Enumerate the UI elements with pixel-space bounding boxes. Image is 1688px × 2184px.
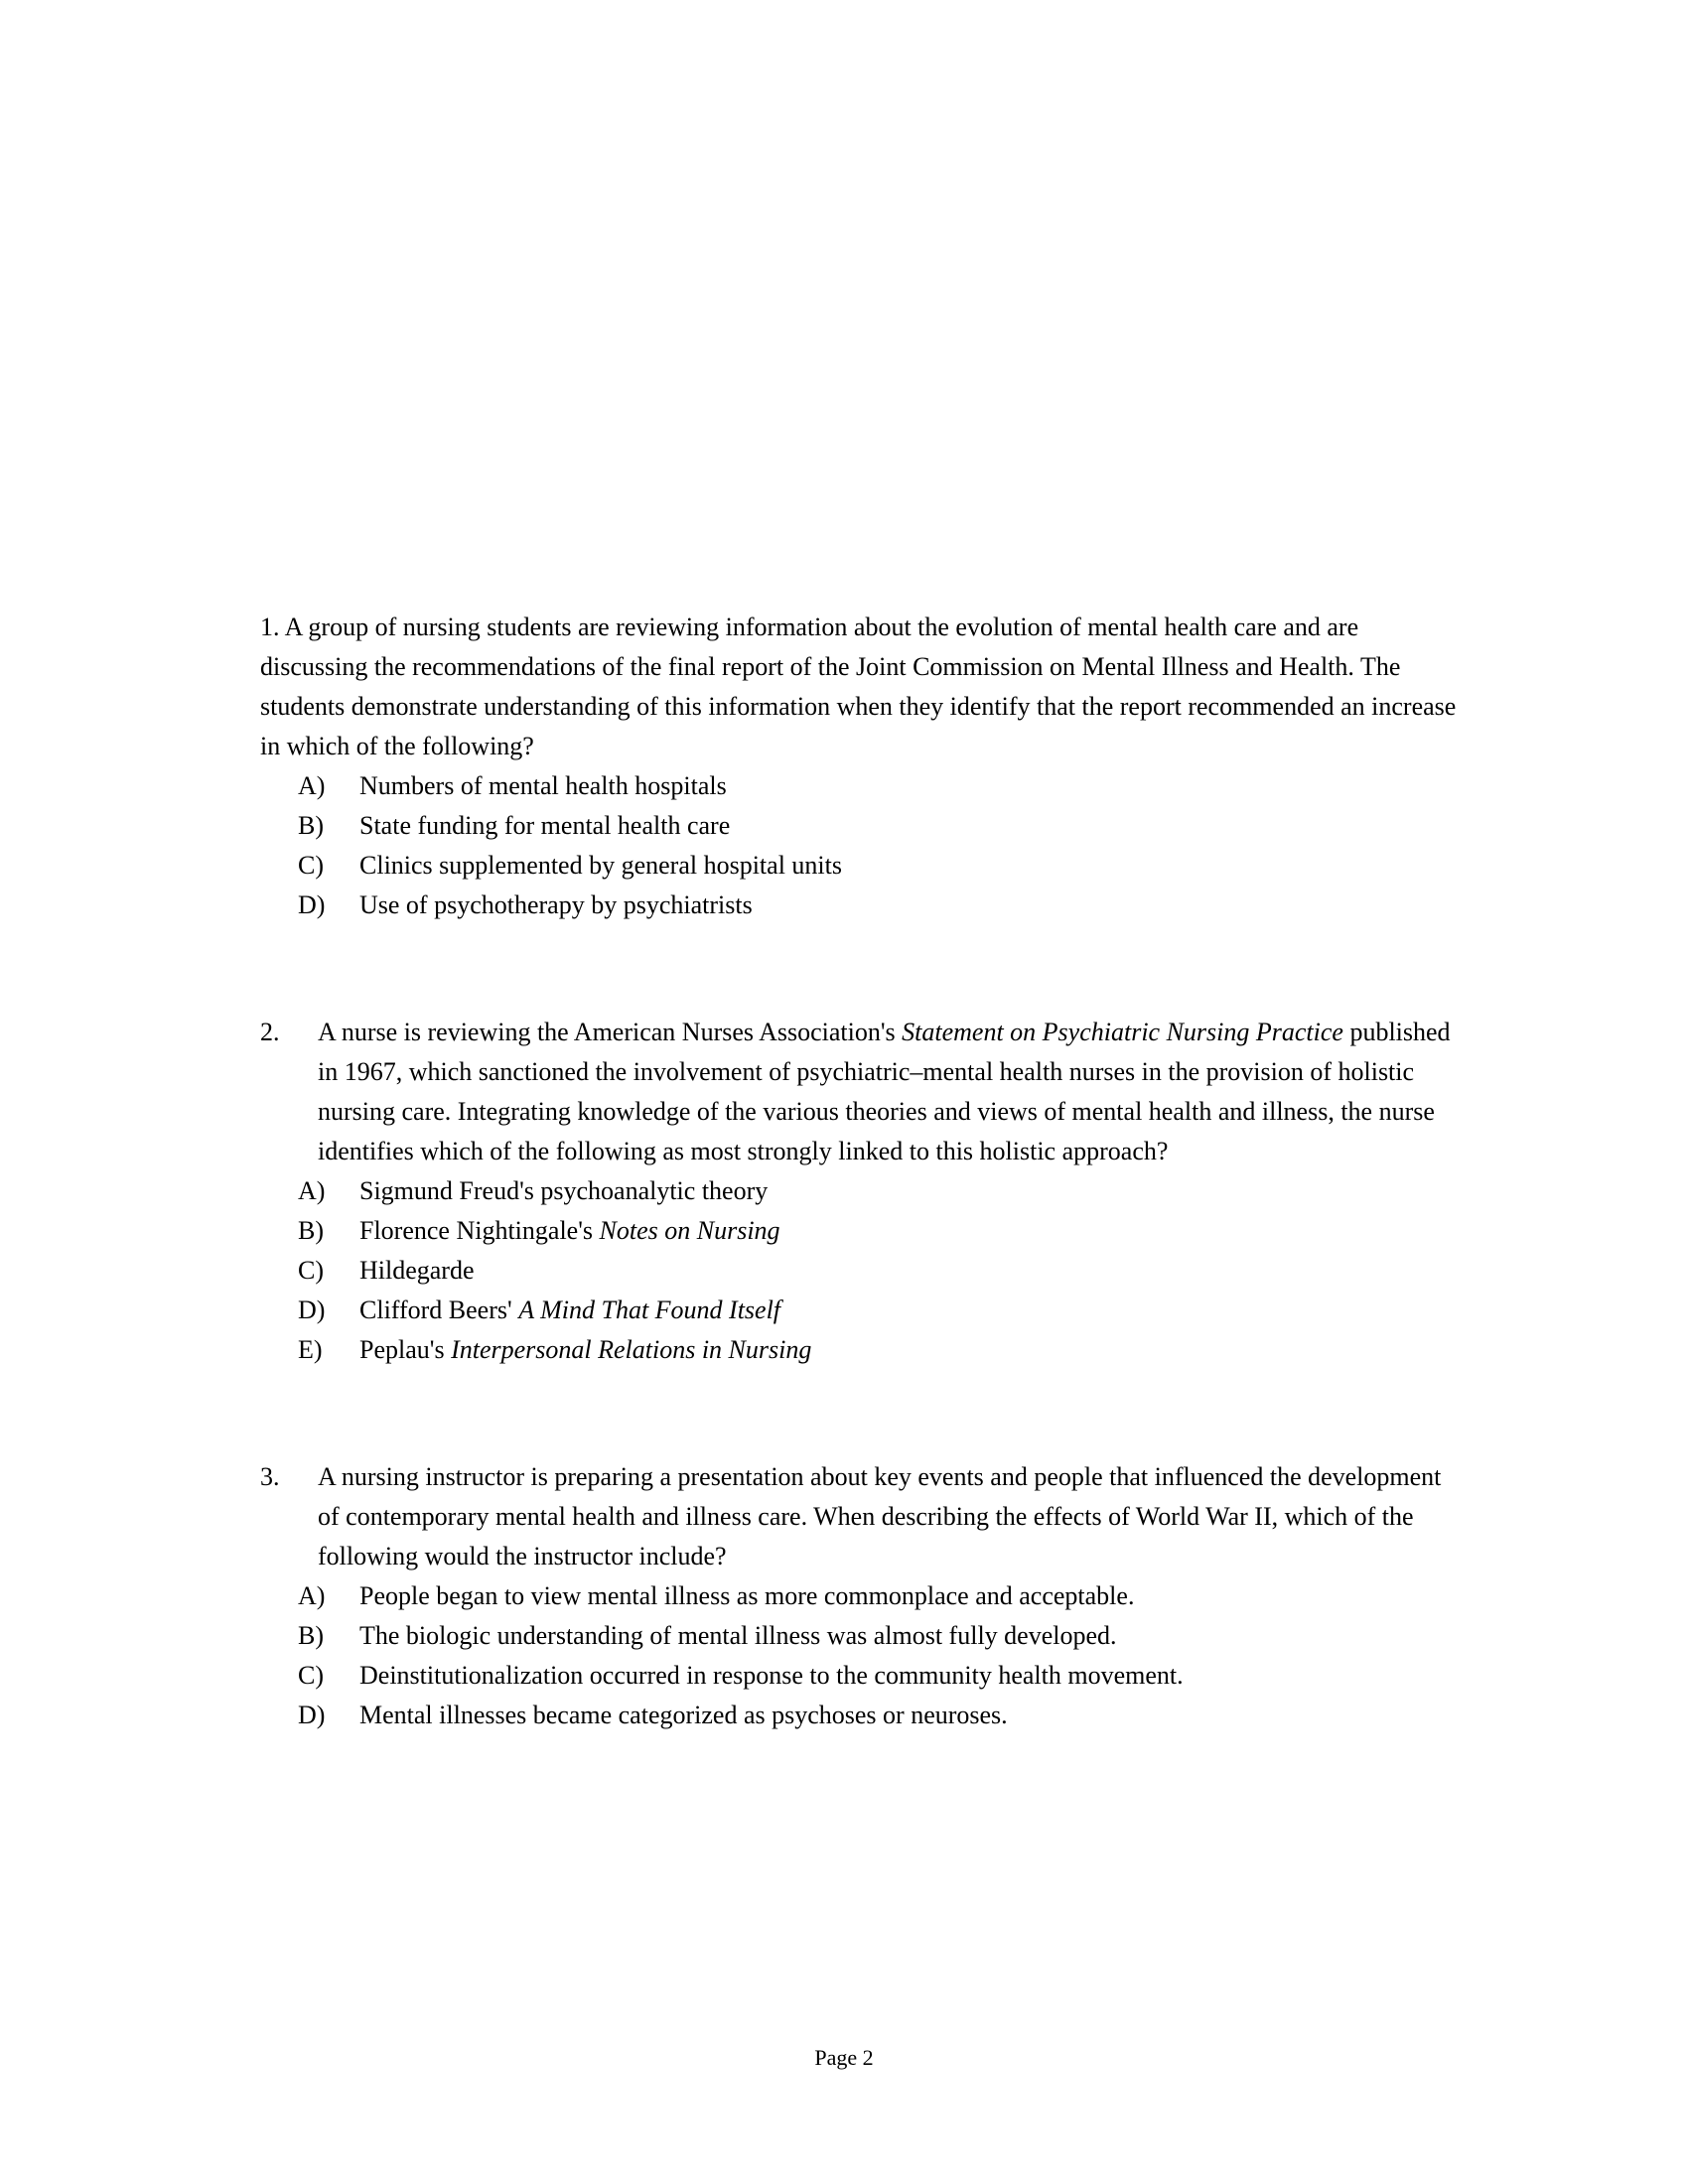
answer-option-list [260,1576,1457,1735]
question-number: 3. [260,1462,280,1491]
answer-option[interactable] [260,1656,1457,1696]
question-block [260,1013,1457,1370]
answer-option[interactable] [260,1616,1457,1656]
body-text: Clinics supplemented by general hospital units [359,851,842,880]
body-text: 1. A group of nursing students are reviewing information about the evolution of mental health care and are discussing the recommendations of the final report of the Joint Commission on Mental Illness and Health. The students demonstrate understanding of this information when they identify that the report recommended an increase in which of the following? [260,613,1457,760]
body-text: People began to view mental illness as more commonplace and acceptable. [359,1581,1135,1610]
answer-option[interactable] [260,846,1457,886]
option-letter: E) [298,1335,323,1364]
option-letter: D) [298,890,326,919]
question-stem [260,1457,1457,1576]
italic-title-text: A Mind That Found Itself [518,1296,781,1324]
answer-option[interactable] [260,1211,1457,1251]
answer-option-list [260,1171,1457,1370]
answer-option[interactable] [260,806,1457,846]
option-letter: B) [298,1621,324,1650]
option-text [359,890,753,919]
question-block [260,608,1457,925]
option-letter: A) [298,1581,326,1610]
option-letter: D) [298,1701,326,1729]
body-text: Use of psychotherapy by psychiatrists [359,890,753,919]
option-text [359,811,730,840]
answer-option[interactable] [260,1291,1457,1330]
option-text [359,1335,811,1364]
italic-title-text: Notes on Nursing [599,1216,780,1245]
body-text: A nurse is reviewing the American Nurses Association's [318,1018,903,1046]
option-letter: B) [298,1216,324,1245]
option-letter: A) [298,771,326,800]
option-letter: A) [298,1176,326,1205]
body-text: Mental illnesses became categorized as psychoses or neuroses. [359,1701,1008,1729]
option-text [359,1216,780,1245]
answer-option[interactable] [260,1576,1457,1616]
answer-option[interactable] [260,1251,1457,1291]
answer-option[interactable] [260,886,1457,925]
option-text [359,1176,768,1205]
answer-option[interactable] [260,1330,1457,1370]
option-text [359,1256,475,1285]
option-letter: D) [298,1296,326,1324]
option-letter: C) [298,1661,324,1690]
body-text: Sigmund Freud's psychoanalytic theory [359,1176,769,1205]
page-footer [0,2043,1688,2073]
option-text [359,1661,1184,1690]
page-number-label: Page 2 [814,2045,874,2070]
answer-option[interactable] [260,1171,1457,1211]
body-text: Peplau's [359,1335,452,1364]
option-text [359,1296,780,1324]
body-text: Hildegarde [359,1256,475,1285]
body-text: State funding for mental health care [359,811,731,840]
question-stem [260,1013,1457,1171]
question-number: 2. [260,1018,280,1046]
answer-option[interactable] [260,766,1457,806]
option-letter: C) [298,1256,324,1285]
answer-option[interactable] [260,1696,1457,1735]
option-letter: B) [298,811,324,840]
question-block [260,1457,1457,1735]
body-text: Florence Nightingale's [359,1216,600,1245]
question-list [260,608,1457,1735]
option-text [359,1581,1134,1610]
answer-option-list [260,766,1457,925]
body-text: The biologic understanding of mental illness was almost fully developed. [359,1621,1117,1650]
option-letter: C) [298,851,324,880]
body-text: published in 1967, which sanctioned the involvement of psychiatric–mental health nurses in the provision of holistic nursing care. Integrating knowledge of the various theories and views of mental health and illness, the nurse identifies which of the following as most strongly linked to this holistic approach? [318,1018,1451,1165]
option-text [359,771,727,800]
italic-title-text: Statement on Psychiatric Nursing Practice [902,1018,1343,1046]
option-text [359,851,842,880]
option-text [359,1701,1008,1729]
body-text: Clifford Beers' [359,1296,519,1324]
option-text [359,1621,1117,1650]
body-text: A nursing instructor is preparing a presentation about key events and people that influenced the development of contemporary mental health and illness care. When describing the effects of World War II, which of the following would the instructor include? [318,1462,1442,1570]
italic-title-text: Interpersonal Relations in Nursing [451,1335,812,1364]
body-text: Deinstitutionalization occurred in response to the community health movement. [359,1661,1184,1690]
question-stem [260,608,1457,766]
body-text: Numbers of mental health hospitals [359,771,727,800]
